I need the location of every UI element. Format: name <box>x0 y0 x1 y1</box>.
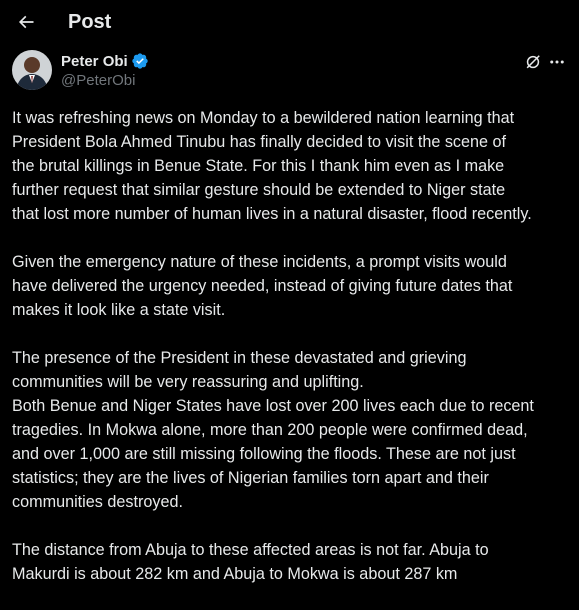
text-line: and over 1,000 are still missing following the floods. These are not just <box>12 445 516 463</box>
text-line: The presence of the President in these devastated and grieving <box>12 349 467 367</box>
paragraph <box>12 106 579 226</box>
author-name-line <box>61 51 149 71</box>
grok-button[interactable] <box>523 52 543 72</box>
text-line: have delivered the urgency needed, instead of giving future dates that <box>12 277 513 295</box>
text-line: statistics; they are the lives of Nigerian families torn apart and their <box>12 469 489 487</box>
text-line: communities will be very reassuring and uplifting. <box>12 373 364 391</box>
verified-badge-icon <box>131 52 149 70</box>
paragraph <box>12 250 579 322</box>
text-line: Both Benue and Niger States have lost over 200 lives each due to recent <box>12 397 534 415</box>
author-handle[interactable]: @PeterObi <box>61 72 136 89</box>
top-bar <box>0 0 579 44</box>
text-line: President Bola Ahmed Tinubu has finally decided to visit the scene of <box>12 133 507 151</box>
more-options-button[interactable] <box>547 52 567 72</box>
text-line: Makurdi is about 282 km and Abuja to Mokwa is about 287 km <box>12 565 458 583</box>
more-dots-icon <box>548 53 566 71</box>
paragraph <box>12 394 579 514</box>
grok-icon <box>523 52 543 72</box>
arrow-left-icon <box>16 12 36 32</box>
avatar[interactable] <box>12 50 52 90</box>
paragraph <box>12 538 579 586</box>
avatar-image <box>12 50 52 90</box>
text-line: makes it look like a state visit. <box>12 301 226 319</box>
page-title: Post <box>68 11 112 33</box>
post-author <box>12 50 567 92</box>
text-line: Given the emergency nature of these incidents, a prompt visits would <box>12 253 507 271</box>
text-line: communities destroyed. <box>12 493 183 511</box>
text-line: the brutal killings in Benue State. For this I thank him even as I make <box>12 157 505 175</box>
text-line: tragedies. In Mokwa alone, more than 200 people were confirmed dead, <box>12 421 528 439</box>
text-line: The distance from Abuja to these affected areas is not far. Abuja to <box>12 541 489 559</box>
paragraph <box>12 346 579 394</box>
author-name[interactable]: Peter Obi <box>61 52 128 70</box>
text-line: further request that similar gesture should be extended to Niger state <box>12 181 506 199</box>
text-line: that lost more number of human lives in a natural disaster, flood recently. <box>12 205 532 223</box>
text-line: It was refreshing news on Monday to a bewildered nation learning that <box>12 109 515 127</box>
post-text <box>12 106 579 610</box>
back-button[interactable] <box>10 6 42 38</box>
